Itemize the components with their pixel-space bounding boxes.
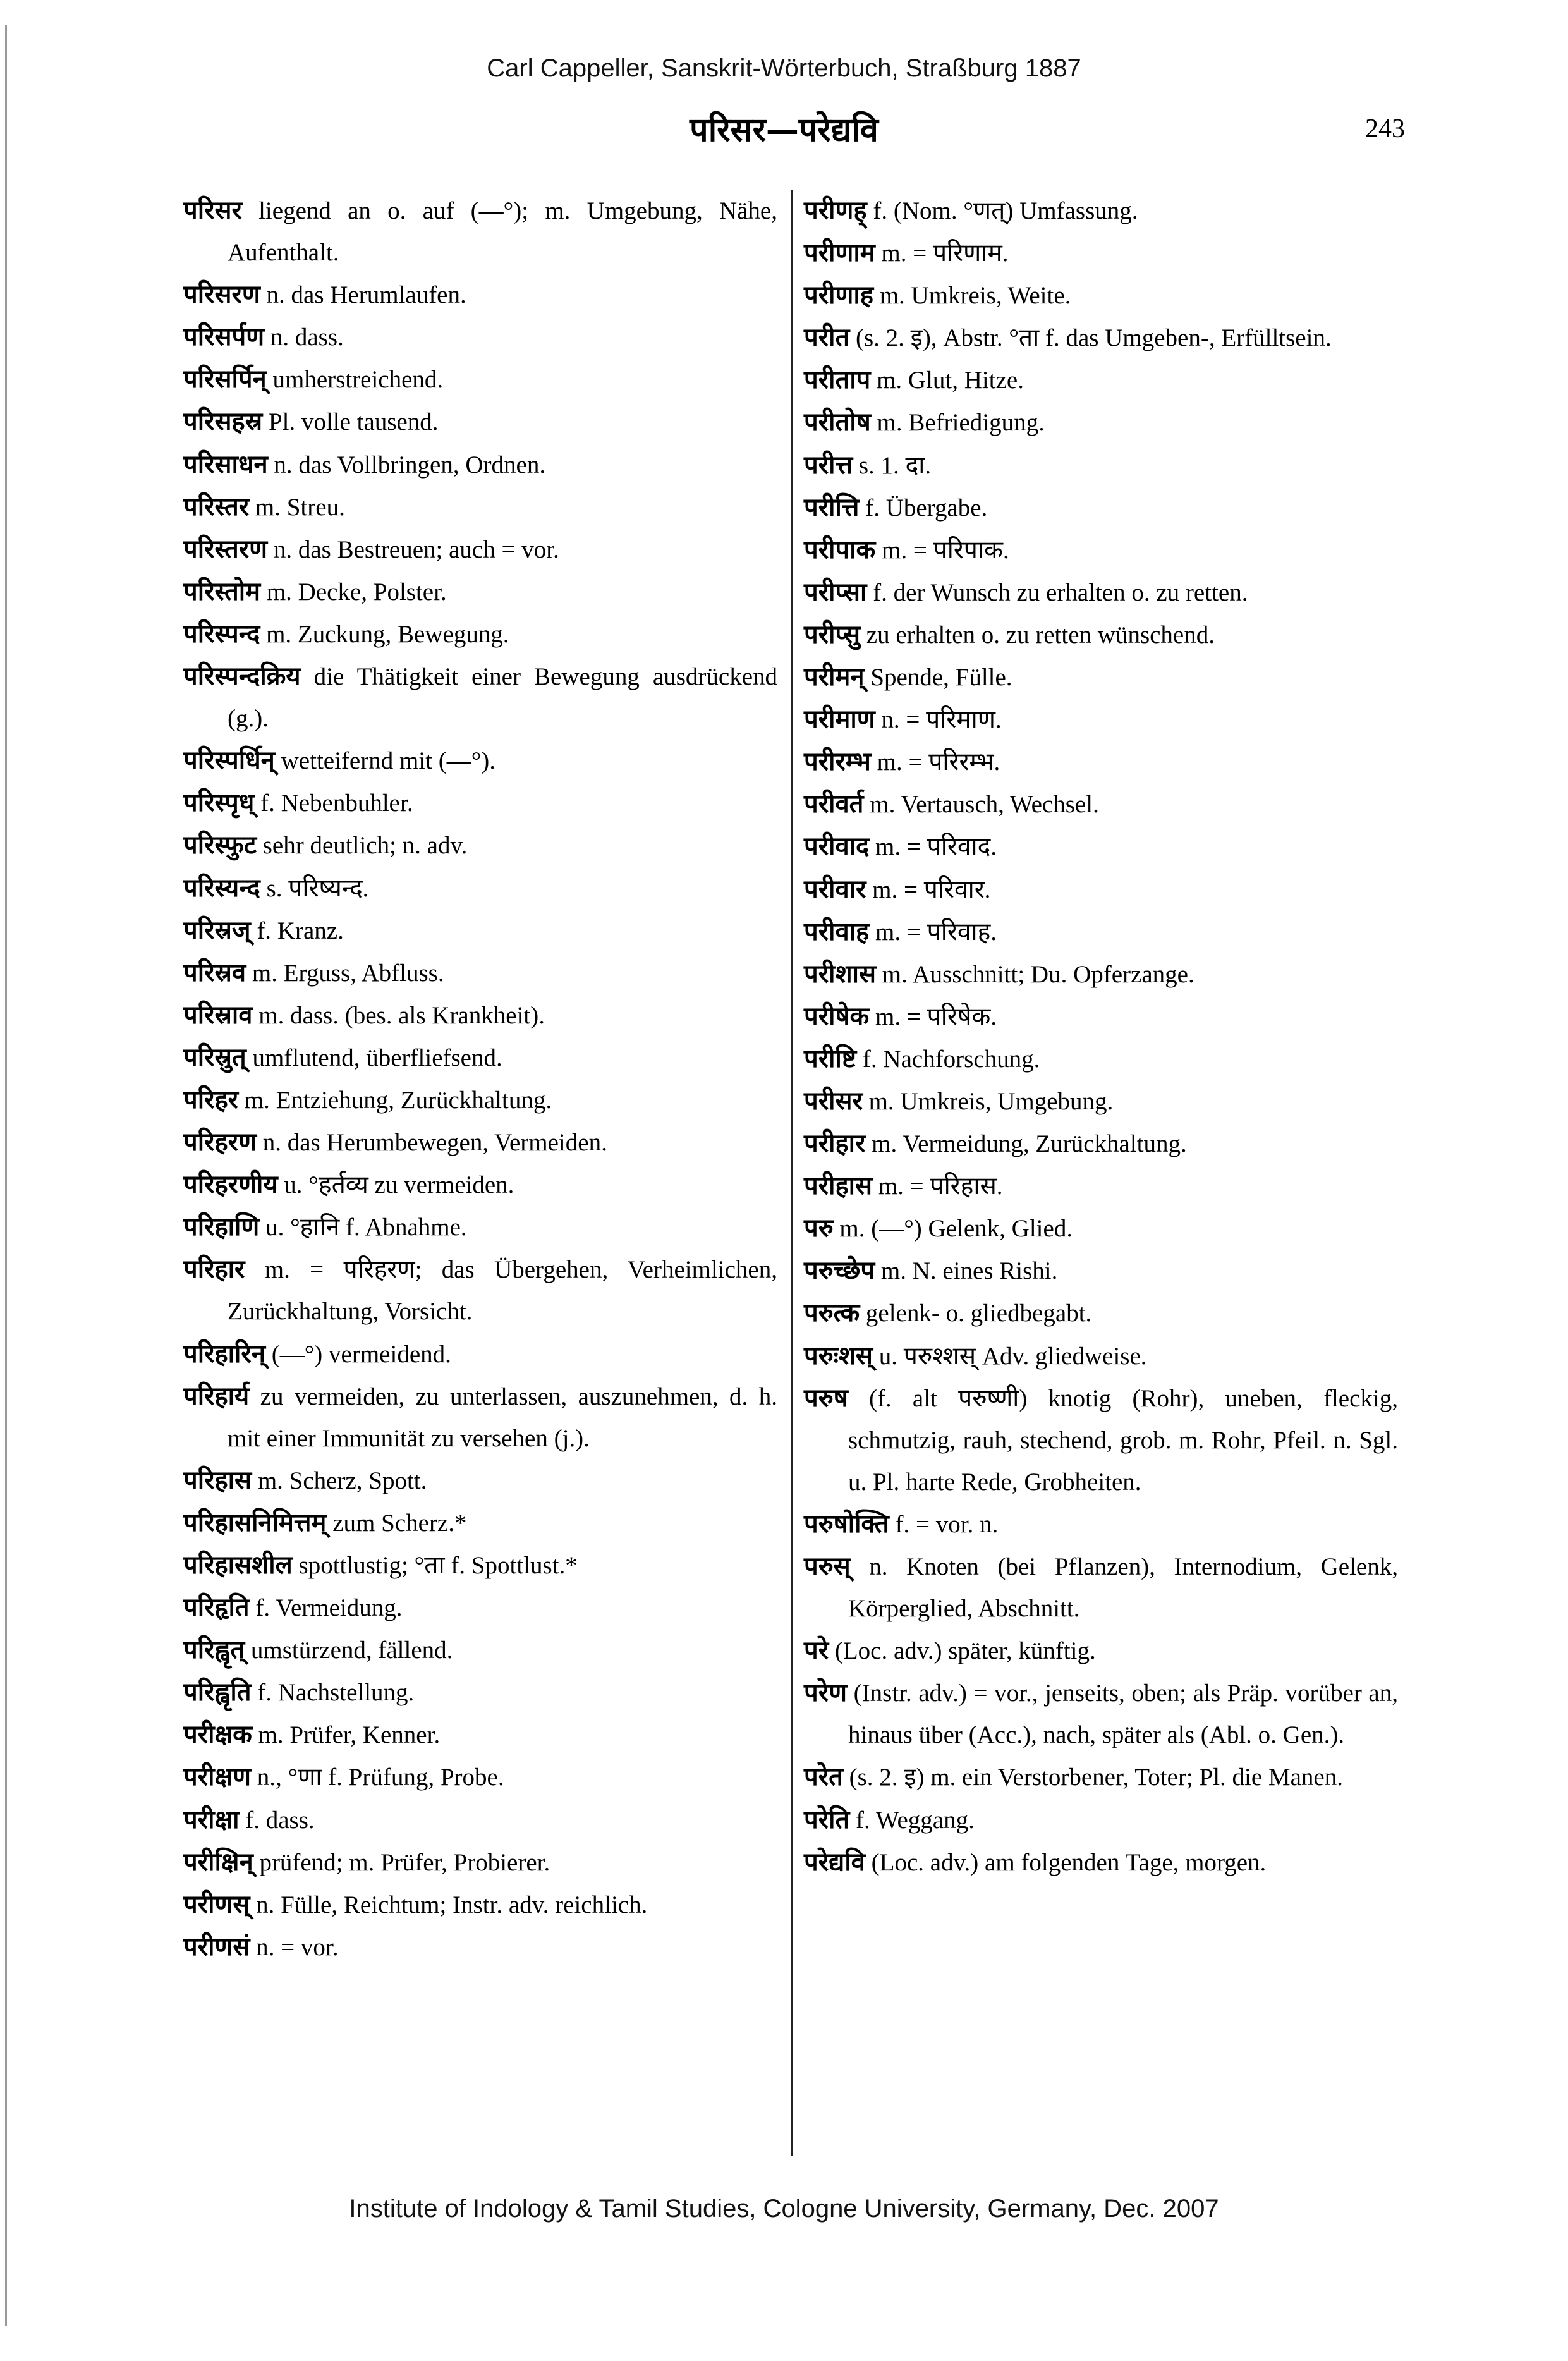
dictionary-entry	[183, 1502, 777, 1544]
dictionary-entry	[183, 867, 777, 910]
entry-definition: f. Kranz.	[250, 917, 344, 944]
dictionary-entry	[804, 317, 1398, 359]
entry-definition: liegend an o. auf (—°); m. Umgebung, Nähe, Aufenthalt.	[228, 197, 777, 267]
dictionary-entry	[804, 656, 1398, 699]
entry-definition: n., °णा f. Prüfung, Probe.	[251, 1764, 504, 1791]
entry-definition: m. dass. (bes. als Krankheit).	[252, 1001, 545, 1029]
entry-headword: परीप्सु	[804, 619, 861, 649]
entry-definition: m. Befriedigung.	[870, 409, 1045, 437]
entry-definition: (Loc. adv.) später, künftig.	[829, 1637, 1096, 1665]
dictionary-entry	[183, 1671, 777, 1714]
entry-headword: परीरम्भ	[804, 747, 871, 777]
entry-headword: परिहरणीय	[183, 1170, 278, 1200]
entry-definition: f. (Nom. °णत्) Umfassung.	[866, 197, 1138, 224]
scan-edge	[5, 25, 7, 2326]
running-head: परिसर—परेद्यवि	[690, 111, 878, 149]
entry-headword: परीहार	[804, 1129, 866, 1159]
dictionary-entry	[804, 444, 1398, 487]
entry-headword: परीप्सा	[804, 577, 867, 607]
entry-headword: परिस्पन्दक्रिय	[183, 662, 301, 692]
dictionary-entry	[183, 656, 777, 740]
entry-headword: परिस्तरण	[183, 534, 268, 564]
dictionary-entry	[804, 1250, 1398, 1292]
dictionary-entry	[183, 1121, 777, 1164]
dictionary-entry	[804, 1756, 1398, 1798]
dictionary-entry	[183, 740, 777, 782]
entry-headword: परीषेक	[804, 1001, 870, 1031]
entry-headword: परीणाह	[804, 281, 873, 310]
dictionary-entry	[804, 1841, 1398, 1884]
dictionary-entry	[804, 232, 1398, 274]
entry-definition: sehr deutlich; n. adv.	[257, 832, 468, 860]
entry-headword: परीवार	[804, 874, 866, 904]
dictionary-entry	[183, 1248, 777, 1333]
entry-headword: परीणाम	[804, 238, 875, 268]
dictionary-entry	[183, 1164, 777, 1206]
entry-definition: gelenk- o. gliedbegabt.	[860, 1300, 1092, 1327]
entry-headword: परीवाह	[804, 917, 870, 946]
entry-definition: m. Scherz, Spott.	[252, 1467, 427, 1494]
entry-headword: परीहास	[804, 1171, 873, 1201]
entry-definition: m. Prüfer, Kenner.	[252, 1721, 441, 1749]
entry-definition: (f. alt परुष्णी) knotig (Rohr), uneben, fleckig, schmutzig, rauh, stechend, grob. m. Rohr, Pfeil. n. Sgl. u. Pl. harte Rede, Grobheiten.	[848, 1384, 1398, 1496]
entry-definition: f. Nachforschung.	[856, 1045, 1040, 1073]
dictionary-entry	[183, 1629, 777, 1671]
entry-definition: f. Weggang.	[849, 1806, 975, 1834]
entry-headword: परुष	[804, 1383, 848, 1413]
entry-headword: परीक्षिन्	[183, 1847, 253, 1877]
entry-headword: परीवाद	[804, 832, 870, 862]
entry-definition: m. N. eines Rishi.	[875, 1257, 1058, 1285]
column-divider	[791, 190, 793, 2156]
entry-definition: m. Umkreis, Umgebung.	[862, 1087, 1114, 1115]
entry-definition: s. 1. दा.	[853, 451, 932, 479]
dictionary-entry	[804, 1377, 1398, 1503]
entry-definition: zu vermeiden, zu unterlassen, auszunehmen, d. h. mit einer Immunität zu versehen (j.).	[228, 1382, 777, 1452]
entry-definition: n. = vor.	[250, 1933, 339, 1961]
entry-headword: परिसहस्र	[183, 407, 263, 437]
dictionary-entry	[183, 1756, 777, 1798]
entry-headword: परिस्पृध्	[183, 788, 255, 818]
entry-headword: परिसर	[183, 196, 242, 225]
entry-headword: परीणह्	[804, 196, 867, 225]
entry-definition: m. Umkreis, Weite.	[873, 282, 1071, 310]
entry-definition: m. Glut, Hitze.	[870, 367, 1024, 394]
entry-definition: f. Nachstellung.	[251, 1679, 415, 1707]
dictionary-entry	[183, 613, 777, 656]
entry-definition: zum Scherz.*	[326, 1509, 467, 1537]
entry-headword: परिस्रज्	[183, 915, 251, 945]
dictionary-entry	[183, 994, 777, 1037]
entry-headword: परीक्षक	[183, 1720, 252, 1750]
entry-definition: n. das Vollbringen, Ordnen.	[267, 451, 546, 479]
page-number: 243	[1365, 114, 1405, 143]
dictionary-entry	[804, 1799, 1398, 1841]
dictionary-entry	[183, 1460, 777, 1502]
entry-definition: f. Vermeidung.	[249, 1594, 403, 1622]
dictionary-entry	[804, 1503, 1398, 1546]
dictionary-entry	[804, 1207, 1398, 1250]
entry-headword: परीताप	[804, 365, 871, 395]
entry-headword: परीत	[804, 323, 850, 353]
dictionary-entry	[804, 614, 1398, 656]
entry-definition: n. Fülle, Reichtum; Instr. adv. reichlich.	[250, 1891, 648, 1919]
dictionary-entry	[804, 1038, 1398, 1080]
entry-definition: n. das Bestreuen; auch = vor.	[267, 535, 559, 563]
dictionary-entry	[804, 1080, 1398, 1123]
right-column	[804, 190, 1398, 1884]
footer-line: Institute of Indology & Tamil Studies, Cologne University, Germany, Dec. 2007	[349, 2195, 1219, 2223]
dictionary-entry	[183, 571, 777, 613]
entry-definition: m. Entziehung, Zurückhaltung.	[238, 1086, 552, 1114]
entry-headword: परिस्पर्धिन्	[183, 746, 275, 776]
entry-headword: परिहासशील	[183, 1551, 293, 1580]
entry-headword: परिह्वृत्	[183, 1635, 245, 1665]
entry-headword: परिहास	[183, 1465, 252, 1495]
dictionary-entry	[183, 1037, 777, 1079]
entry-headword: परीत्त	[804, 450, 853, 480]
entry-headword: परिस्राव	[183, 1000, 253, 1030]
entry-headword: परिहाणि	[183, 1212, 260, 1242]
entry-headword: परीमाण	[804, 705, 875, 735]
dictionary-entry	[183, 1926, 777, 1968]
dictionary-entry	[183, 444, 777, 486]
dictionary-entry	[804, 953, 1398, 996]
entry-definition: f. dass.	[239, 1806, 315, 1834]
entry-definition: m. = परिवाद.	[869, 833, 997, 861]
dictionary-entry	[183, 358, 777, 401]
dictionary-entry	[183, 1079, 777, 1121]
entry-definition: m. Ausschnitt; Du. Opferzange.	[876, 960, 1194, 988]
entry-definition: m. Vertausch, Wechsel.	[863, 791, 1099, 819]
entry-definition: m. = परिवाह.	[869, 918, 997, 946]
dictionary-entry	[183, 401, 777, 443]
entry-definition: m. = परिवार.	[866, 875, 991, 903]
entry-headword: परीत्ति	[804, 492, 860, 522]
dictionary-entry	[804, 869, 1398, 911]
dictionary-entry	[804, 401, 1398, 444]
entry-definition: n. = परिमाण.	[875, 706, 1002, 734]
entry-headword: परेद्यवि	[804, 1847, 865, 1877]
entry-headword: परिसर्पिन्	[183, 365, 267, 394]
entry-headword: परिहारिन्	[183, 1339, 265, 1369]
entry-definition: m. Vermeidung, Zurückhaltung.	[865, 1130, 1187, 1158]
entry-definition: m. Decke, Polster.	[260, 578, 447, 606]
entry-headword: परीमन्	[804, 662, 865, 692]
entry-definition: m. = परिषेक.	[869, 1003, 997, 1030]
entry-headword: परु	[804, 1214, 834, 1243]
dictionary-entry	[804, 826, 1398, 868]
dictionary-entry	[804, 1546, 1398, 1630]
dictionary-entry	[183, 486, 777, 528]
entry-definition: f. = vor. n.	[889, 1510, 999, 1538]
dictionary-entry	[804, 487, 1398, 529]
entry-definition: m. = परिहास.	[872, 1173, 1003, 1200]
dictionary-entry	[183, 1206, 777, 1248]
dictionary-entry	[804, 783, 1398, 826]
dictionary-entry	[183, 1544, 777, 1587]
entry-headword: परुत्क	[804, 1298, 860, 1328]
entry-definition: umstürzend, fällend.	[245, 1637, 453, 1664]
dictionary-entry	[804, 996, 1398, 1038]
dictionary-entry	[804, 1672, 1398, 1756]
entry-headword: परिहार्य	[183, 1381, 250, 1411]
dictionary-entry	[183, 316, 777, 358]
dictionary-entry	[804, 741, 1398, 783]
entry-definition: m. = परिपाक.	[875, 536, 1009, 564]
entry-headword: परुच्छेप	[804, 1256, 875, 1286]
dictionary-entry	[183, 1714, 777, 1756]
left-column	[183, 190, 777, 1968]
entry-definition: m. (—°) Gelenk, Glied.	[833, 1215, 1073, 1243]
entry-definition: u. °हानि f. Abnahme.	[259, 1214, 467, 1242]
entry-headword: परिस्यन्द	[183, 873, 260, 903]
dictionary-entry	[183, 1841, 777, 1884]
entry-headword: परिहृति	[183, 1593, 250, 1623]
dictionary-entry	[804, 1165, 1398, 1207]
dictionary-entry	[183, 1884, 777, 1926]
entry-definition: f. Übergabe.	[859, 494, 988, 522]
entry-headword: परुषोक्ति	[804, 1509, 889, 1539]
entry-headword: परिहार	[183, 1255, 245, 1284]
entry-definition: (—°) vermeidend.	[265, 1340, 451, 1368]
entry-definition: (s. 2. इ) m. ein Verstorbener, Toter; Pl. die Manen.	[842, 1764, 1343, 1791]
dictionary-entry	[804, 274, 1398, 317]
entry-definition: (Instr. adv.) = vor., jenseits, oben; als Präp. vorüber an, hinaus über (Acc.), nach, später als (Abl. o. Gen.).	[847, 1680, 1398, 1749]
entry-headword: परिस्रव	[183, 958, 246, 987]
dictionary-entry	[183, 190, 777, 274]
entry-definition: u. °हर्तव्य zu vermeiden.	[277, 1171, 514, 1199]
entry-definition: spottlustig; °ता f. Spottlust.*	[292, 1552, 578, 1579]
entry-definition: f. der Wunsch zu erhalten o. zu retten.	[866, 578, 1248, 606]
dictionary-entry	[804, 699, 1398, 741]
entry-definition: s. परिष्यन्द.	[260, 874, 369, 902]
entry-definition: zu erhalten o. zu retten wünschend.	[860, 621, 1215, 649]
entry-definition: f. Nebenbuhler.	[254, 790, 413, 817]
dictionary-entry	[183, 1799, 777, 1841]
entry-definition: die Thätigkeit einer Bewegung ausdrückend (g.).	[228, 663, 777, 733]
entry-headword: परिस्तर	[183, 492, 250, 522]
entry-headword: परिहर	[183, 1085, 239, 1114]
entry-definition: m. Zuckung, Bewegung.	[260, 620, 509, 648]
entry-headword: परीवर्त	[804, 790, 864, 819]
dictionary-entry	[183, 824, 777, 867]
dictionary-entry	[804, 911, 1398, 953]
entry-definition: wetteifernd mit (—°).	[274, 747, 496, 775]
entry-headword: परेत	[804, 1762, 843, 1792]
dictionary-entry	[804, 1335, 1398, 1377]
entry-headword: परिस्रुत्	[183, 1042, 246, 1072]
entry-headword: परुस्	[804, 1552, 851, 1581]
entry-definition: n. Knoten (bei Pflanzen), Internodium, Gelenk, Körperglied, Abschnitt.	[848, 1553, 1398, 1623]
dictionary-entry	[183, 528, 777, 571]
dictionary-entry	[183, 1376, 777, 1460]
dictionary-entry	[804, 190, 1398, 232]
entry-definition: (Loc. adv.) am folgenden Tage, morgen.	[865, 1848, 1267, 1876]
entry-headword: परीष्टि	[804, 1044, 857, 1073]
entry-definition: umflutend, überfliefsend.	[246, 1044, 502, 1071]
entry-definition: Pl. volle tausend.	[262, 408, 439, 436]
dictionary-entry	[804, 1292, 1398, 1334]
dictionary-entry	[804, 359, 1398, 401]
entry-headword: परिहरण	[183, 1128, 257, 1157]
entry-headword: परेति	[804, 1805, 850, 1834]
entry-headword: परिह्वृति	[183, 1678, 252, 1707]
dictionary-entry	[804, 529, 1398, 571]
entry-headword: परिसाधन	[183, 449, 268, 479]
entry-headword: परे	[804, 1636, 829, 1666]
entry-definition: m. = परिणाम.	[875, 240, 1009, 267]
entry-headword: परीसर	[804, 1086, 863, 1116]
dictionary-entry	[804, 1630, 1398, 1672]
entry-definition: n. das Herumbewegen, Vermeiden.	[256, 1129, 607, 1157]
entry-definition: (s. 2. इ), Abstr. °ता f. das Umgeben-, Erfülltsein.	[849, 324, 1332, 352]
entry-headword: परिस्तोम	[183, 577, 261, 606]
entry-headword: परिसरण	[183, 280, 260, 310]
entry-definition: m. = परिरम्भ.	[870, 748, 1000, 776]
dictionary-entry	[183, 1587, 777, 1629]
entry-headword: परिस्फुट	[183, 831, 257, 860]
source-line: Carl Cappeller, Sanskrit-Wörterbuch, Straßburg 1887	[487, 54, 1081, 82]
entry-headword: परीपाक	[804, 535, 876, 564]
entry-definition: m. = परिहरण; das Übergehen, Verheimlichen, Zurückhaltung, Vorsicht.	[228, 1256, 777, 1326]
entry-headword: परीक्षण	[183, 1762, 252, 1792]
entry-headword: परीणस्	[183, 1889, 250, 1919]
entry-definition: umherstreichend.	[266, 366, 444, 394]
entry-definition: u. परुश्शस् Adv. gliedweise.	[872, 1342, 1147, 1370]
dictionary-entry	[183, 910, 777, 952]
entry-headword: परेण	[804, 1678, 847, 1708]
dictionary-entry	[183, 952, 777, 994]
entry-definition: m. Erguss, Abfluss.	[246, 959, 444, 987]
entry-headword: परिस्पन्द	[183, 619, 260, 649]
entry-definition: n. dass.	[264, 324, 344, 351]
dictionary-entry	[804, 571, 1398, 614]
entry-headword: परीक्षा	[183, 1805, 240, 1834]
dictionary-entry	[183, 782, 777, 824]
entry-definition: Spende, Fülle.	[864, 664, 1012, 692]
dictionary-entry	[183, 274, 777, 316]
entry-headword: परिसर्पण	[183, 322, 265, 352]
entry-headword: परीतोष	[804, 408, 871, 437]
dictionary-entry	[183, 1333, 777, 1376]
entry-headword: परुःशस्	[804, 1341, 873, 1370]
entry-definition: prüfend; m. Prüfer, Probierer.	[253, 1848, 550, 1876]
entry-headword: परिहासनिमित्तम्	[183, 1508, 327, 1537]
entry-definition: m. Streu.	[249, 493, 345, 521]
dictionary-entry	[804, 1123, 1398, 1165]
entry-headword: परीणसं	[183, 1932, 250, 1961]
entry-headword: परीशास	[804, 959, 877, 989]
entry-definition: n. das Herumlaufen.	[260, 281, 466, 309]
